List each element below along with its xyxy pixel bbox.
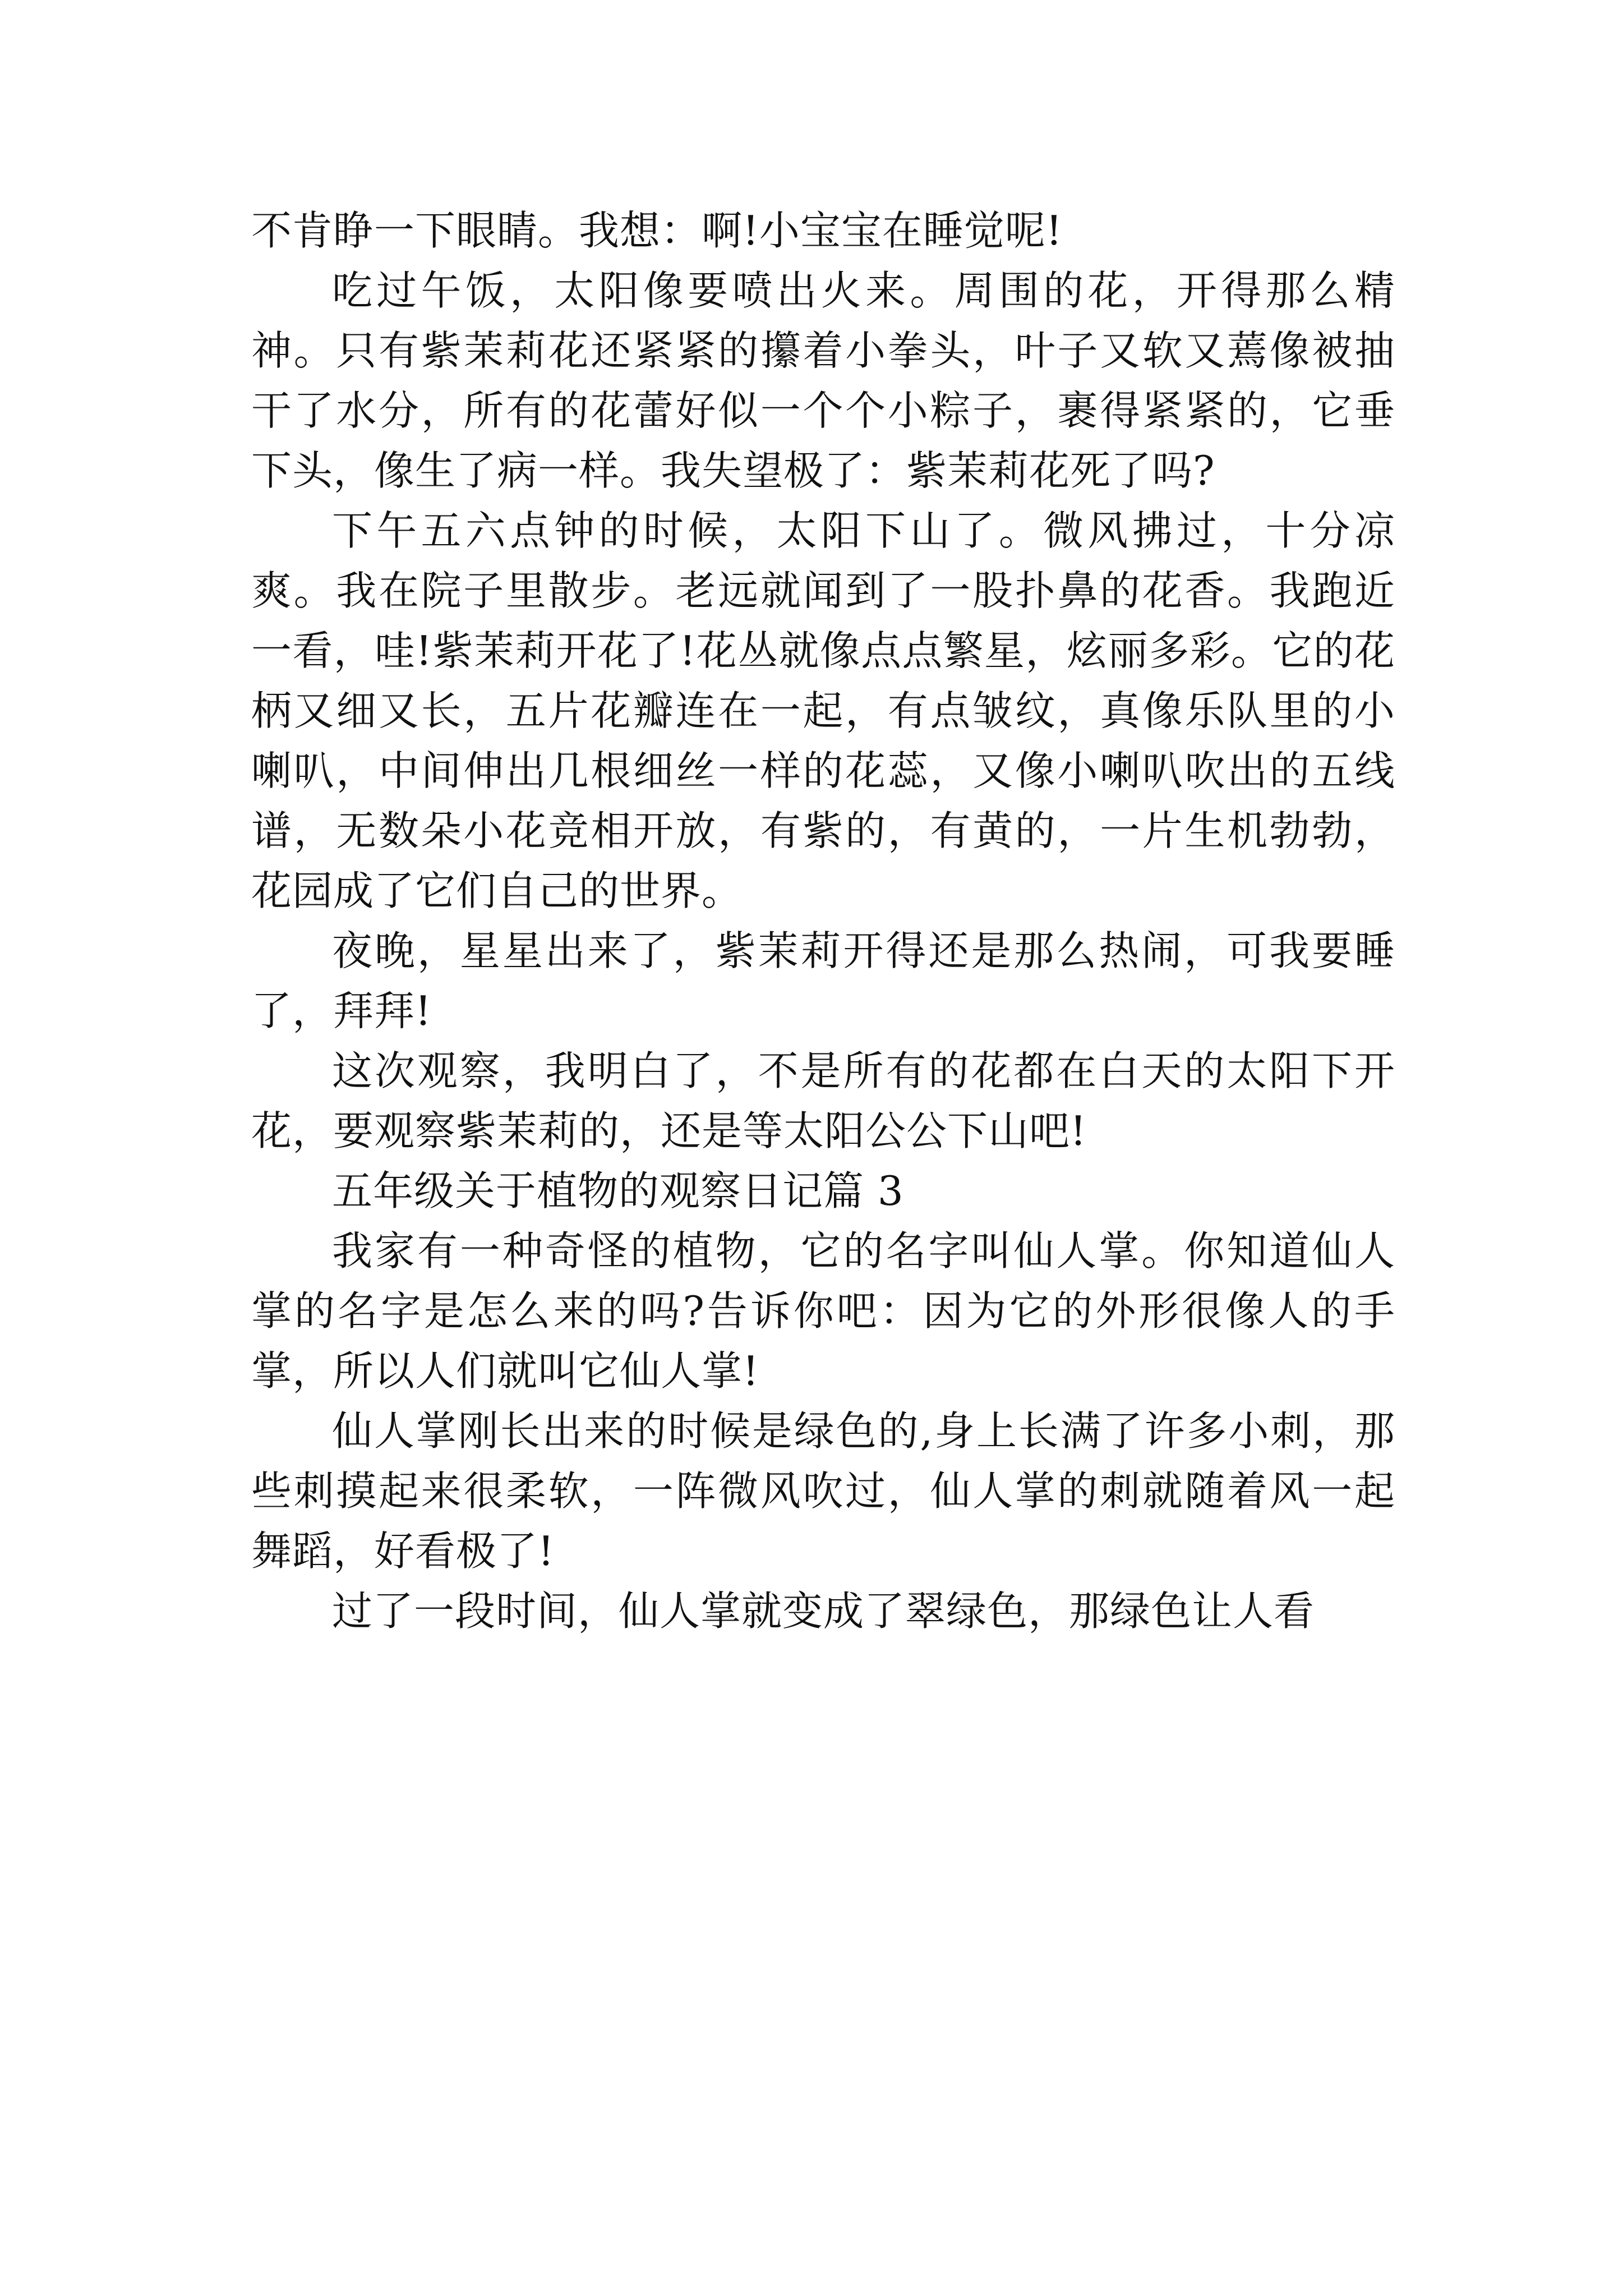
paragraph-night: 夜晚，星星出来了，紫茉莉开得还是那么热闹，可我要睡了，拜拜! (251, 927, 1395, 1034)
paragraph-cactus-later: 过了一段时间，仙人掌就变成了翠绿色，那绿色让人看 (332, 1588, 1315, 1635)
paragraph-conclusion: 这次观察，我明白了，不是所有的花都在白天的太阳下开花，要观察紫茉莉的，还是等太阳公公下山吧! (251, 1047, 1395, 1154)
paragraph-continued: 不肯睁一下眼睛。我想：啊!小宝宝在睡觉呢! (251, 207, 1063, 254)
document-body (251, 201, 1395, 1641)
section-heading: 五年级关于植物的观察日记篇 3 (332, 1167, 904, 1214)
paragraph-noon: 吃过午饭，太阳像要喷出火来。周围的花，开得那么精神。只有紫茉莉花还紧紧的攥着小拳头，叶子又软又蔫像被抽干了水分，所有的花蕾好似一个个小粽子，裹得紧紧的，它垂下头，像生了病一样。我失望极了：紫茉莉花死了吗? (251, 267, 1395, 494)
paragraph-evening: 下午五六点钟的时候，太阳下山了。微风拂过，十分凉爽。我在院子里散步。老远就闻到了一股扑鼻的花香。我跑近一看，哇!紫茉莉开花了!花丛就像点点繁星，炫丽多彩。它的花柄又细又长，五片花瓣连在一起，有点皱纹，真像乐队里的小喇叭，中间伸出几根细丝一样的花蕊，又像小喇叭吹出的五线谱，无数朵小花竞相开放，有紫的，有黄的，一片生机勃勃，花园成了它们自己的世界。 (251, 507, 1395, 914)
paragraph-cactus-intro: 我家有一种奇怪的植物，它的名字叫仙人掌。你知道仙人掌的名字是怎么来的吗?告诉你吧：因为它的外形很像人的手掌，所以人们就叫它仙人掌! (251, 1227, 1395, 1395)
paragraph-cactus-young: 仙人掌刚长出来的时候是绿色的,身上长满了许多小刺，那些刺摸起来很柔软，一阵微风吹过，仙人掌的刺就随着风一起舞蹈，好看极了! (251, 1407, 1395, 1575)
